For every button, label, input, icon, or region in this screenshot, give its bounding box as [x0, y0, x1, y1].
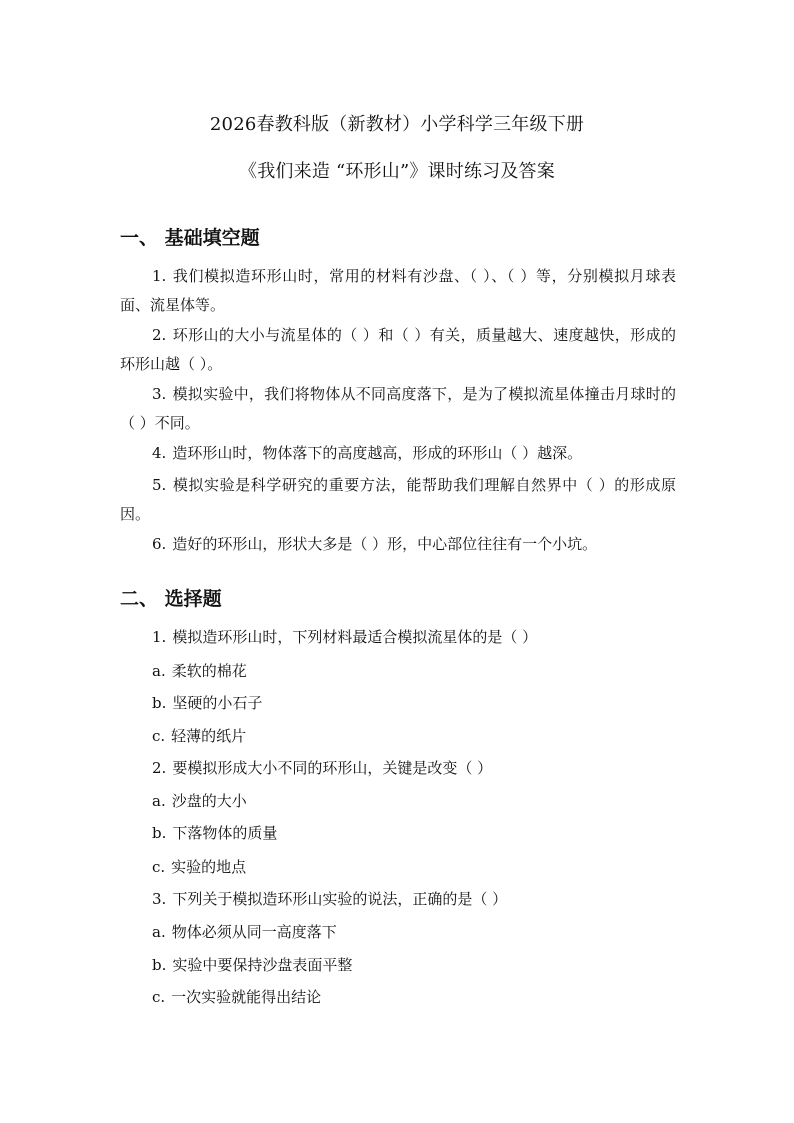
question-text: 模拟实验中，我们将物体从不同高度落下，是为了模拟流星体撞击月球时的（ ）不同。 — [120, 385, 676, 432]
option-text: 沙盘的大小 — [171, 792, 247, 810]
choice-option-a — [152, 659, 247, 683]
question-number: 3. — [152, 385, 167, 403]
section-heading-fill-in: 一、 基础填空题 — [120, 227, 260, 249]
option-letter: b. — [152, 824, 167, 842]
choice-question-3 — [152, 887, 507, 911]
option-letter: c. — [152, 858, 166, 876]
option-text: 坚硬的小石子 — [172, 694, 263, 712]
choice-option-c — [152, 855, 246, 879]
fill-in-question-1 — [120, 262, 676, 320]
option-text: 轻薄的纸片 — [171, 727, 247, 745]
choice-option-b — [152, 691, 262, 715]
option-letter: a. — [152, 792, 166, 810]
choice-option-a — [152, 920, 337, 944]
fill-in-question-3 — [120, 380, 676, 438]
fill-in-question-4 — [120, 439, 676, 468]
option-text: 实验中要保持沙盘表面平整 — [172, 956, 353, 974]
fill-in-question-2 — [120, 321, 676, 379]
choice-option-b — [152, 953, 352, 977]
question-number: 4. — [152, 444, 167, 462]
option-text: 下落物体的质量 — [172, 824, 278, 842]
question-number: 5. — [152, 476, 167, 494]
fill-in-question-5 — [120, 471, 676, 529]
option-letter: c. — [152, 988, 166, 1006]
question-text: 下列关于模拟造环形山实验的说法，正确的是（ ） — [172, 890, 508, 908]
choice-option-c — [152, 724, 246, 748]
choice-question-2 — [152, 756, 492, 780]
option-letter: a. — [152, 923, 166, 941]
choice-option-a — [152, 789, 247, 813]
section-heading-multiple-choice: 二、 选择题 — [120, 588, 222, 610]
choice-question-1 — [152, 625, 537, 649]
choice-option-b — [152, 821, 277, 845]
fill-in-question-6 — [120, 530, 676, 559]
question-number: 1. — [152, 267, 167, 285]
option-letter: a. — [152, 662, 166, 680]
option-text: 实验的地点 — [171, 858, 247, 876]
question-number: 1. — [152, 628, 167, 646]
question-text: 我们模拟造环形山时，常用的材料有沙盘、（ ）、（ ）等，分别模拟月球表面、流星体等。 — [120, 267, 676, 314]
option-letter: b. — [152, 956, 167, 974]
question-text: 造好的环形山，形状大多是（ ）形，中心部位往往有一个小坑。 — [172, 535, 598, 553]
document-subtitle: 《我们来造 “环形山”》课时练习及答案 — [239, 161, 555, 182]
question-number: 2. — [152, 759, 167, 777]
question-number: 6. — [152, 535, 167, 553]
question-number: 3. — [152, 890, 167, 908]
document-title: 2026春教科版（新教材）小学科学三年级下册 — [209, 114, 585, 135]
option-text: 一次实验就能得出结论 — [171, 988, 322, 1006]
choice-option-c — [152, 985, 321, 1009]
question-text: 造环形山时，物体落下的高度越高，形成的环形山（ ）越深。 — [172, 444, 583, 462]
question-text: 要模拟形成大小不同的环形山，关键是改变（ ） — [172, 759, 493, 777]
option-letter: c. — [152, 727, 166, 745]
option-letter: b. — [152, 694, 167, 712]
question-number: 2. — [152, 326, 167, 344]
question-text: 模拟实验是科学研究的重要方法，能帮助我们理解自然界中（ ）的形成原因。 — [120, 476, 676, 523]
question-text: 环形山的大小与流星体的（ ）和（ ）有关，质量越大、速度越快，形成的环形山越（ ）。 — [120, 326, 676, 373]
option-text: 物体必须从同一高度落下 — [171, 923, 337, 941]
option-text: 柔软的棉花 — [171, 662, 247, 680]
question-text: 模拟造环形山时，下列材料最适合模拟流星体的是（ ） — [172, 628, 538, 646]
